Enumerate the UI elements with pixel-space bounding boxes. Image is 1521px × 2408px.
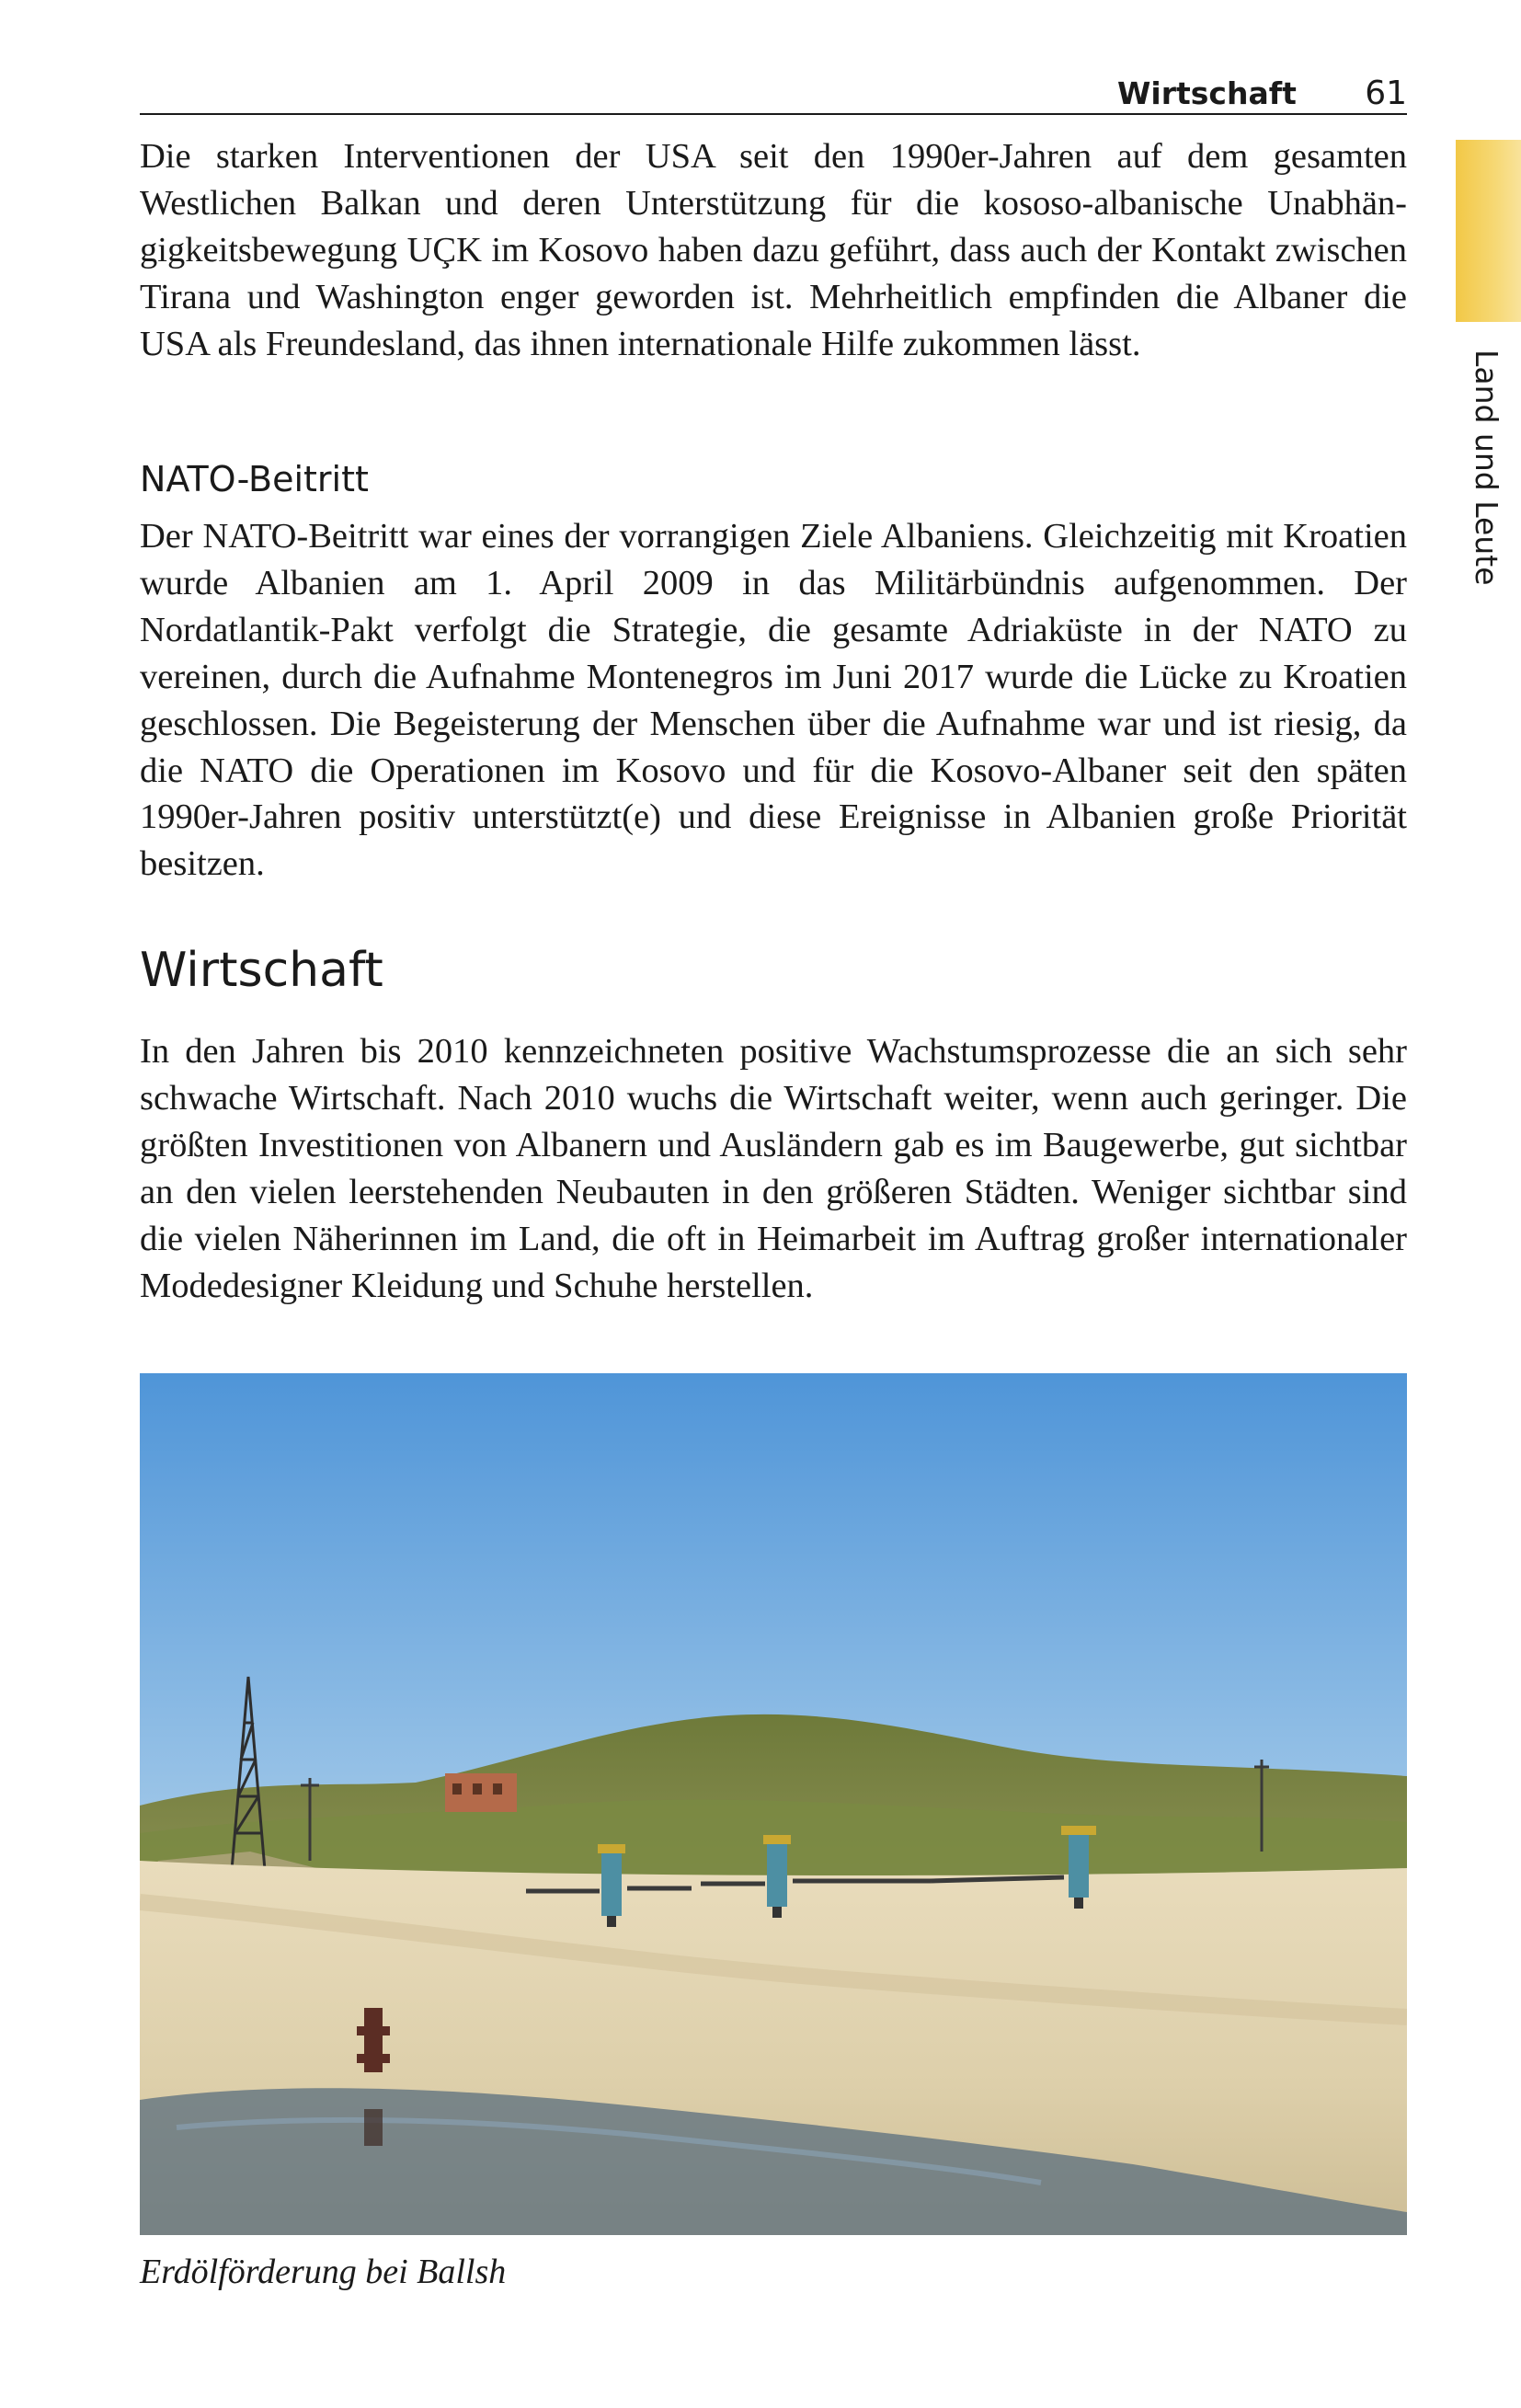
running-header-section: Wirtschaft [1117,75,1297,111]
page-number: 61 [1365,75,1407,112]
chapter-thumb-tab [1456,140,1521,322]
economy-section-title: Wirtschaft [140,943,383,998]
intro-paragraph: Die starken Interventionen der USA seit den 1990er-Jahren auf dem gesamten Westlichen Balkan und deren Unterstützung für die kososo-albanische Unabhängigkeitsbewegung UÇK im Kosovo haben dazu geführt, dass auch der Kontakt zwischen Tirana und Washington enger geworden ist. Mehrheitlich empfinden die Albaner die USA als Freundesland, das ihnen internationale Hilfe zukommen lässt. [140,137,1407,363]
chapter-side-label [1464,350,1508,607]
oilfield-photo [140,1373,1407,2235]
header-rule [140,113,1407,115]
nato-subheading: NATO-Beitritt [140,459,369,499]
chapter-side-label-text: Land und Leute [1469,350,1504,586]
photo-caption: Erdölförderung bei Ballsh [140,2253,507,2291]
nato-paragraph: Der NATO-Beitritt war eines der vorrangigen Ziele Albaniens. Gleichzeitig mit Kroatien wurde Albanien am 1. April 2009 in das Militärbündnis aufgenommen. Der Nordatlantik-Pakt verfolgt die Strategie, die gesamte Adriaküste in der NATO zu vereinen, durch die Aufnahme Montenegros im Juni 2017 wurde die Lücke zu Kroatien geschlossen. Die Begeisterung der Menschen über die Aufnahme war und ist riesig, da die NATO die Operationen im Kosovo und für die Kosovo-Albaner seit den späten 1990er-Jahren positiv unterstützt(e) und diese Ereignisse in Albanien große Priorität besitzen. [140,517,1407,884]
economy-paragraph: In den Jahren bis 2010 kennzeichneten positive Wachstumsprozesse die an sich sehr schwache Wirtschaft. Nach 2010 wuchs die Wirtschaft weiter, wenn auch geringer. Die größten Investitionen von Albanern und Ausländern gab es im Baugewerbe, gut sichtbar an den vielen leerstehenden Neubauten in den größeren Städten. Weniger sichtbar sind die vielen Näherinnen im Land, die oft in Heimarbeit im Auftrag großer internationaler Modedesigner Kleidung und Schuhe herstellen. [140,1032,1407,1305]
